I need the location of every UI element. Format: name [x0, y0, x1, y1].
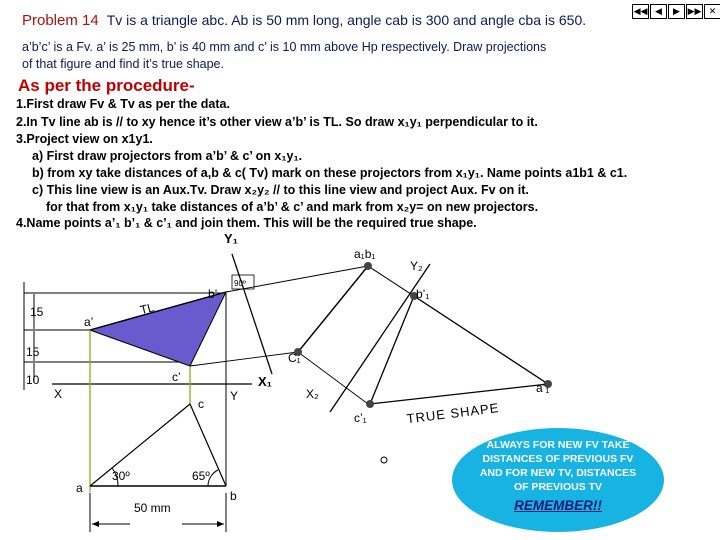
a-prime-label: a’ — [84, 315, 94, 329]
step-3a: a) First draw projectors from a’b’ & c’ on x₁y₁. — [32, 149, 303, 163]
b1-prime-label: b’₁ — [416, 287, 430, 301]
dim-50-arrow-left — [92, 521, 99, 527]
prev-slide-button[interactable]: ◀ — [650, 4, 667, 19]
true-shape-side-2 — [370, 296, 414, 404]
close-slide-button[interactable]: ✕ — [704, 4, 720, 19]
point-c1-prime — [366, 400, 374, 408]
step-4: 4.Name points a’₁ b’₁ & c’₁ and join them. This will be the required true shape. — [16, 216, 477, 230]
projector-c-prime — [190, 352, 298, 366]
y1-label: Y₁ — [224, 231, 239, 246]
angle-30-label: 30º — [112, 469, 130, 483]
y-label: Y — [230, 389, 239, 403]
true-shape-side-1 — [414, 296, 548, 384]
angle-90-label: 90º — [234, 279, 246, 288]
remember-callout — [452, 428, 664, 532]
step-2: 2.In Tv line ab is // to xy hence it’s other view a’b’ is TL. So draw x₁y₁ perpendicular to it. — [16, 115, 538, 129]
step-3c-cont: for that from x₁y₁ take distances of a’b’ & c’ and mark from x₂y= on new projectors. — [46, 200, 539, 214]
procedure-heading: As per the procedure- — [18, 76, 195, 95]
true-shape-label: TRUE SHAPE — [405, 400, 501, 427]
true-shape-side-3 — [370, 384, 548, 404]
c1-prime-label: c’₁ — [354, 411, 367, 425]
step-3: 3.Project view on x1y1. — [16, 132, 153, 146]
projector-b-prime — [226, 266, 368, 292]
angle-65-label: 65º — [192, 469, 210, 483]
x-label: X — [54, 387, 63, 401]
a1-prime-label: a’₁ — [536, 381, 550, 395]
b-label: b — [230, 489, 237, 503]
x1-label: X₁ — [258, 374, 273, 389]
aux-tv-line — [298, 266, 368, 352]
tl-label: TL — [138, 300, 156, 318]
callout-text: ALWAYS FOR NEW FV TAKE DISTANCES OF PREVIOUS FV AND FOR NEW TV, DISTANCES OF PREVIOUS TV — [479, 439, 637, 493]
problem-label: Problem 14 — [22, 12, 99, 29]
a1b1-label: a₁b₁ — [354, 247, 376, 261]
step-1: 1.First draw Fv & Tv as per the data. — [16, 97, 230, 111]
x2-label: X₂ — [306, 387, 319, 401]
first-slide-button[interactable]: ◀◀ — [632, 4, 649, 19]
problem-text-1: Tv is a triangle abc. Ab is 50 mm long, angle cab is 300 and angle cba is 650. — [106, 12, 587, 28]
c-prime-label: c’ — [172, 370, 181, 384]
point-a1b1 — [364, 262, 372, 270]
small-circle-mark — [381, 457, 387, 463]
dim-50-label: 50 mm — [134, 501, 171, 515]
step-3c: c) This line view is an Aux.Tv. Draw x₂y₂ // to this line view and project Aux. Fv on it. — [32, 183, 529, 197]
dim-15-mid-label: 15 — [26, 345, 40, 359]
dim-15-top-label: 15 — [30, 305, 44, 319]
c1-label: C₁ — [288, 351, 301, 365]
problem-text-2: a’b’c’ is a Fv. a’ is 25 mm, b’ is 40 mm and c’ is 10 mm above Hp respectively. Draw projections — [22, 40, 547, 54]
x2y2-line — [330, 264, 430, 412]
problem-text-3: of that figure and find it’s true shape. — [22, 57, 224, 71]
y2-label: Y₂ — [410, 259, 423, 273]
a-label: a — [76, 481, 83, 495]
step-3b: b) from xy take distances of a,b & c( Tv) mark on these projectors from x₁y₁. Name points a1b1 & c1. — [32, 166, 628, 180]
c-label: c — [198, 397, 204, 411]
last-slide-button[interactable]: ▶▶ — [686, 4, 703, 19]
callout-remember: REMEMBER!! — [514, 498, 602, 513]
tv-ac-line — [90, 404, 190, 486]
dim-50-arrow-right — [217, 521, 224, 527]
front-view-triangle — [90, 292, 226, 366]
next-slide-button[interactable]: ▶ — [668, 4, 685, 19]
b-prime-label: b’ — [208, 287, 218, 301]
dim-10-label: 10 — [26, 373, 40, 387]
